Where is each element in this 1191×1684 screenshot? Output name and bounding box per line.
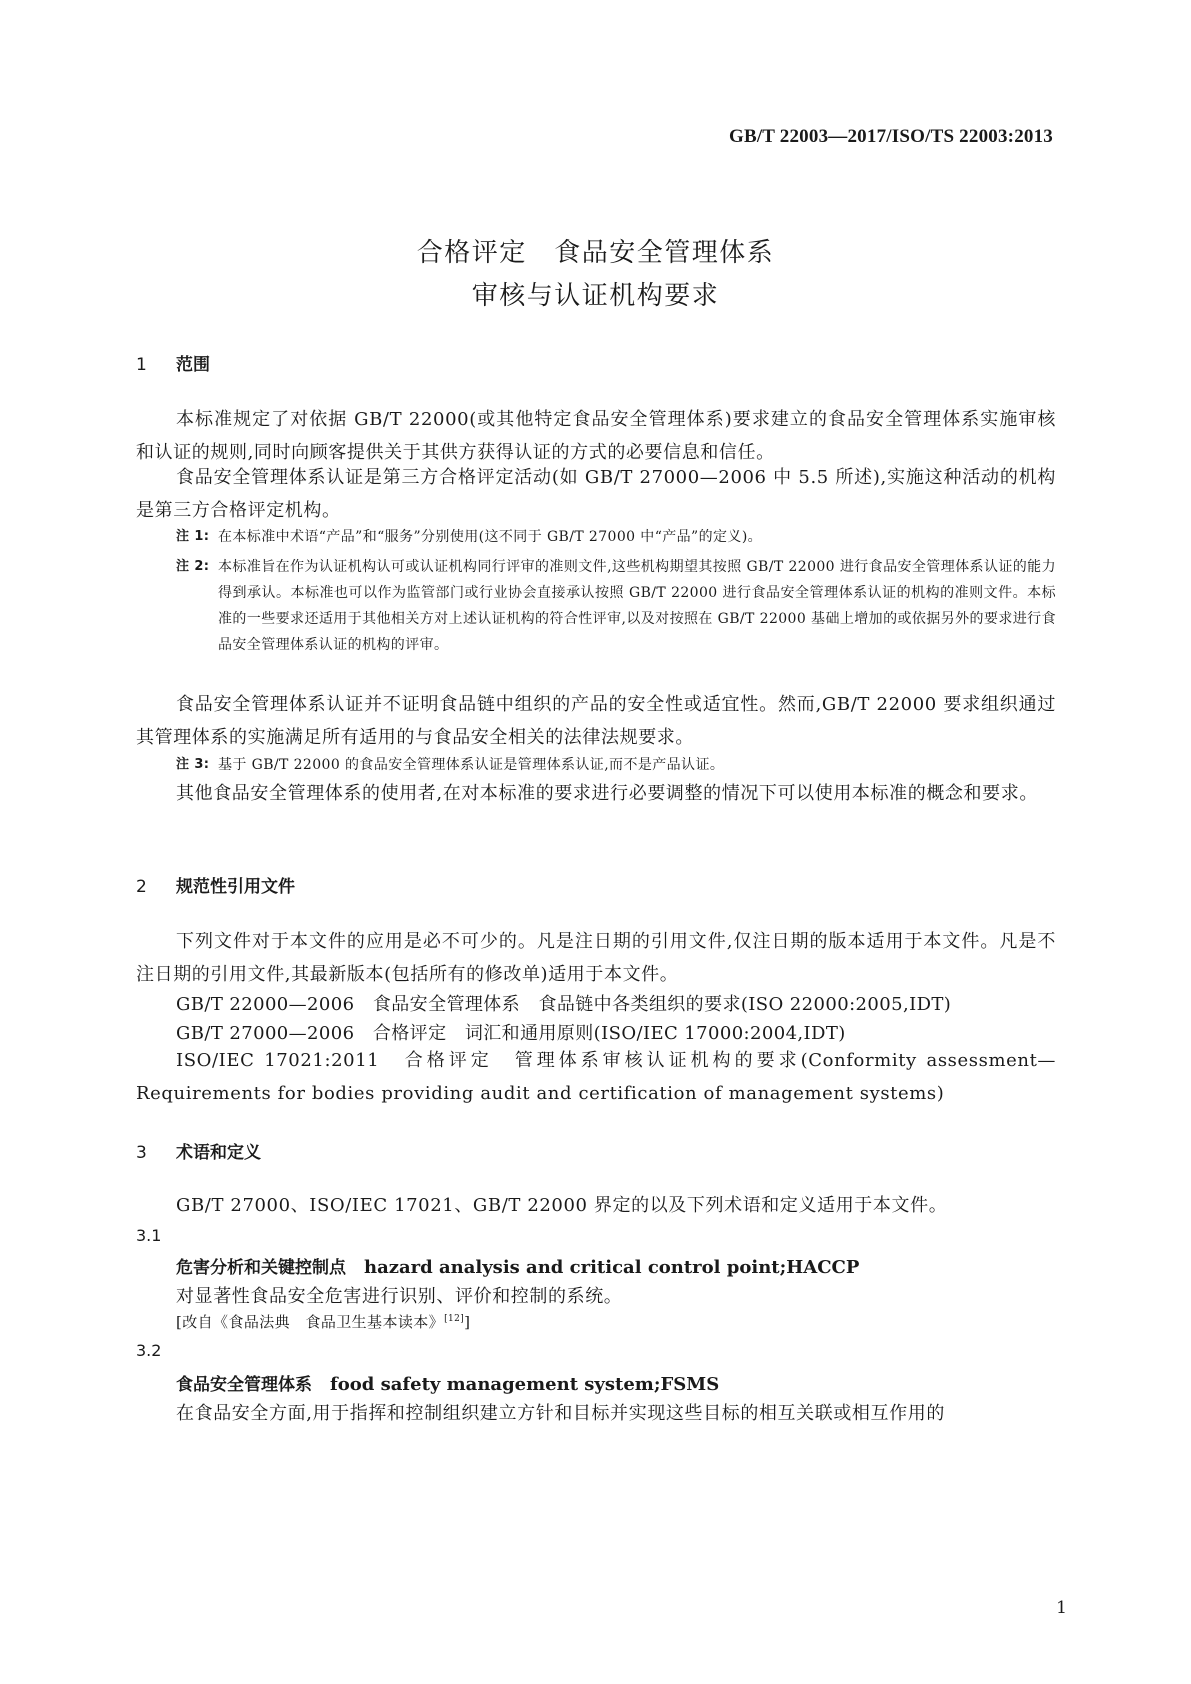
- term-definition: 对显著性食品安全危害进行识别、评价和控制的系统。: [176, 1286, 623, 1307]
- term-title-en: hazard analysis and critical control point;HACCP: [364, 1257, 860, 1278]
- note-text: 在本标准中术语“产品”和“服务”分别使用(这不同于 GB/T 27000 中“产品”的定义)。: [218, 529, 763, 545]
- note-text: 基于 GB/T 22000 的食品安全管理体系认证是管理体系认证,而不是产品认证。: [218, 757, 725, 773]
- term-title-cn: 危害分析和关键控制点: [176, 1258, 346, 1278]
- section-number: 1: [136, 355, 147, 375]
- note-label: 注 1:: [176, 529, 210, 544]
- note-text: 本标准旨在作为认证机构认可或认证机构同行评审的准则文件,这些机构期望其按照 GB/T 22000 进行食品安全管理体系认证的能力得到承认。本标准也可以作为监管部门或行业协会直接承认按照 GB/T 22000 进行食品安全管理体系认证的机构的准则文件。本标准的一些要求还适用于其他相关方对上述认证机构的符合性评审,以及对按照在 GB/T 22000 基础上增加的或依据另外的要求进行食品安全管理体系认证的机构的评审。: [218, 559, 1056, 653]
- paragraph: 本标准规定了对依据 GB/T 22000(或其他特定食品安全管理体系)要求建立的食品安全管理体系实施审核和认证的规则,同时向顾客提供关于其供方获得认证的方式的必要信息和信任。: [136, 409, 1056, 463]
- section-2-heading: [136, 872, 295, 897]
- section-number: 2: [136, 877, 147, 897]
- term-title: [176, 1370, 719, 1396]
- section-3-heading: [136, 1138, 261, 1163]
- normative-reference: ISO/IEC 17021:2011 合格评定 管理体系审核认证机构的要求(Conformity assessment—Requirements for bodies providing audit and certification of management systems): [136, 1050, 1056, 1104]
- title-line-1: 合格评定 食品安全管理体系: [416, 238, 775, 268]
- term-source-text: [改自《食品法典 食品卫生基本读本》: [176, 1313, 445, 1331]
- term-number: 3.1: [136, 1226, 162, 1245]
- section-title: 术语和定义: [176, 1143, 261, 1163]
- note-3: [176, 752, 1056, 778]
- note-label: 注 3:: [176, 757, 210, 772]
- term-title: [176, 1253, 859, 1279]
- term-definition: 在食品安全方面,用于指挥和控制组织建立方针和目标并实现这些目标的相互关联或相互作用的: [176, 1403, 945, 1424]
- citation-ref: [12]: [444, 1314, 465, 1324]
- section-title: 规范性引用文件: [176, 877, 295, 897]
- term-title-cn: 食品安全管理体系: [176, 1375, 312, 1395]
- note-2: [176, 554, 1056, 658]
- note-label: 注 2:: [176, 559, 210, 574]
- note-1: [176, 524, 1056, 550]
- standard-code: GB/T 22003—2017/ISO/TS 22003:2013: [728, 126, 1053, 147]
- section-title: 范围: [176, 355, 210, 375]
- term-title-en: food safety management system;FSMS: [330, 1374, 720, 1395]
- normative-reference: GB/T 27000—2006 合格评定 词汇和通用原则(ISO/IEC 17000:2004,IDT): [176, 1023, 846, 1044]
- term-source: [176, 1311, 470, 1332]
- title-line-2: 审核与认证机构要求: [471, 281, 720, 311]
- term-number: 3.2: [136, 1341, 162, 1360]
- section-number: 3: [136, 1143, 147, 1163]
- paragraph: 下列文件对于本文件的应用是必不可少的。凡是注日期的引用文件,仅注日期的版本适用于本文件。凡是不注日期的引用文件,其最新版本(包括所有的修改单)适用于本文件。: [136, 931, 1056, 985]
- paragraph: GB/T 27000、ISO/IEC 17021、GB/T 22000 界定的以及下列术语和定义适用于本文件。: [176, 1195, 948, 1216]
- document-title: [0, 232, 1191, 318]
- normative-reference: GB/T 22000—2006 食品安全管理体系 食品链中各类组织的要求(ISO 22000:2005,IDT): [176, 994, 952, 1015]
- paragraph: 其他食品安全管理体系的使用者,在对本标准的要求进行必要调整的情况下可以使用本标准的概念和要求。: [176, 783, 1038, 804]
- paragraph: 食品安全管理体系认证并不证明食品链中组织的产品的安全性或适宜性。然而,GB/T 22000 要求组织通过其管理体系的实施满足所有适用的与食品安全相关的法律法规要求。: [136, 694, 1056, 748]
- paragraph: 食品安全管理体系认证是第三方合格评定活动(如 GB/T 27000—2006 中 5.5 所述),实施这种活动的机构是第三方合格评定机构。: [136, 467, 1056, 521]
- section-1-heading: [136, 350, 210, 375]
- term-source-end: ]: [464, 1313, 471, 1331]
- page-number: 1: [1056, 1598, 1067, 1618]
